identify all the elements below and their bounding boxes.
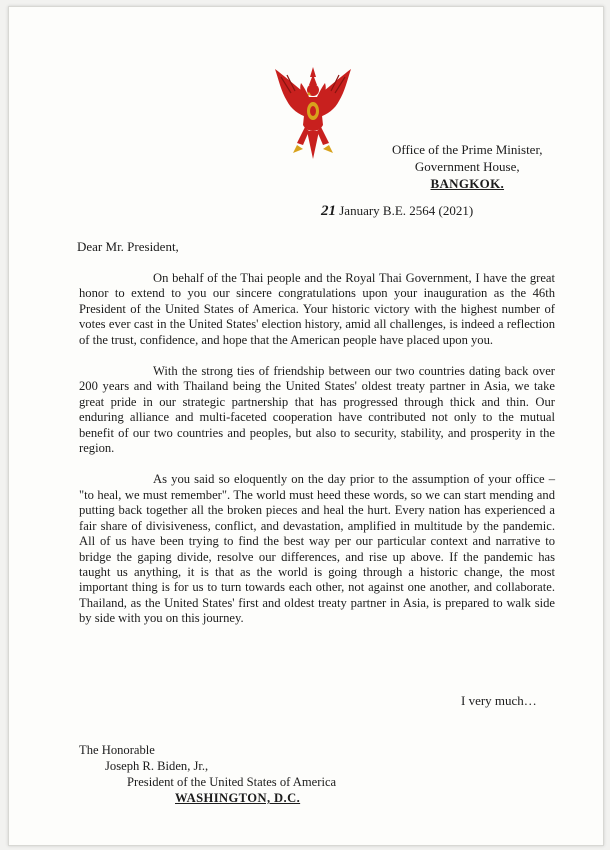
garuda-emblem-icon	[273, 65, 353, 161]
paragraph-3: As you said so eloquently on the day prior to the assumption of your office – "to heal, we must remember". The world must heed these words, so we can start mending and putting back together all the broken pieces and heal the hurt. Every nation has experienced a fair share of divisiveness, conflict, and devastation, amplified in multitude by the pandemic. All of us have been trying to find the best way per our particular context and narrative to bridge the gaping divide, resolve our differences, and rise up above. If the pandemic has taught us anything, it is that as the world is going through a historic change, the most important thing is for us to turn towards each other, not against one another, and collaborate. Thailand, as the United States' first and oldest treaty partner in Asia, is prepared to walk side by side with you on this journey.	[79, 472, 555, 626]
letterhead-city: BANGKOK.	[430, 176, 505, 191]
letter-page	[8, 6, 604, 846]
date-rest: January B.E. 2564 (2021)	[339, 203, 474, 218]
salutation: Dear Mr. President,	[77, 239, 179, 254]
paragraph-1: On behalf of the Thai people and the Royal Thai Government, I have the great honor to extend to you our sincere congratulations upon your inauguration as the 46th President of the United States of America. Your historic victory with the highest number of votes ever cast in the United States' election history, amid all challenges, is indeed a reflection of the trust, confidence, and hope that the American people have placed upon you.	[79, 271, 555, 347]
letterhead-office: Office of the Prime Minister,	[392, 142, 543, 157]
letterhead-address	[392, 141, 543, 192]
continuation-line: I very much…	[461, 693, 537, 708]
date-day: 21	[321, 203, 336, 219]
letter-body	[79, 271, 555, 643]
addressee-title: President of the United States of America	[127, 775, 337, 789]
addressee-name: Joseph R. Biden, Jr.,	[105, 759, 209, 773]
paragraph-2: With the strong ties of friendship between our two countries dating back over 200 years and with Thailand being the United States' oldest treaty partner in Asia, we take great pride in our strategic partnership that has progressed through thick and thin. Our enduring alliance and multi-faceted cooperation have contributed not only to the mutual benefit of our two countries and peoples, but also to security, stability, and prosperity in the region.	[79, 364, 555, 456]
addressee-block	[79, 742, 336, 806]
letterhead-house: Government House,	[414, 159, 520, 174]
letter-date	[321, 203, 473, 220]
addressee-location: WASHINGTON, D.C.	[175, 791, 301, 805]
addressee-honorific: The Honorable	[79, 743, 155, 757]
